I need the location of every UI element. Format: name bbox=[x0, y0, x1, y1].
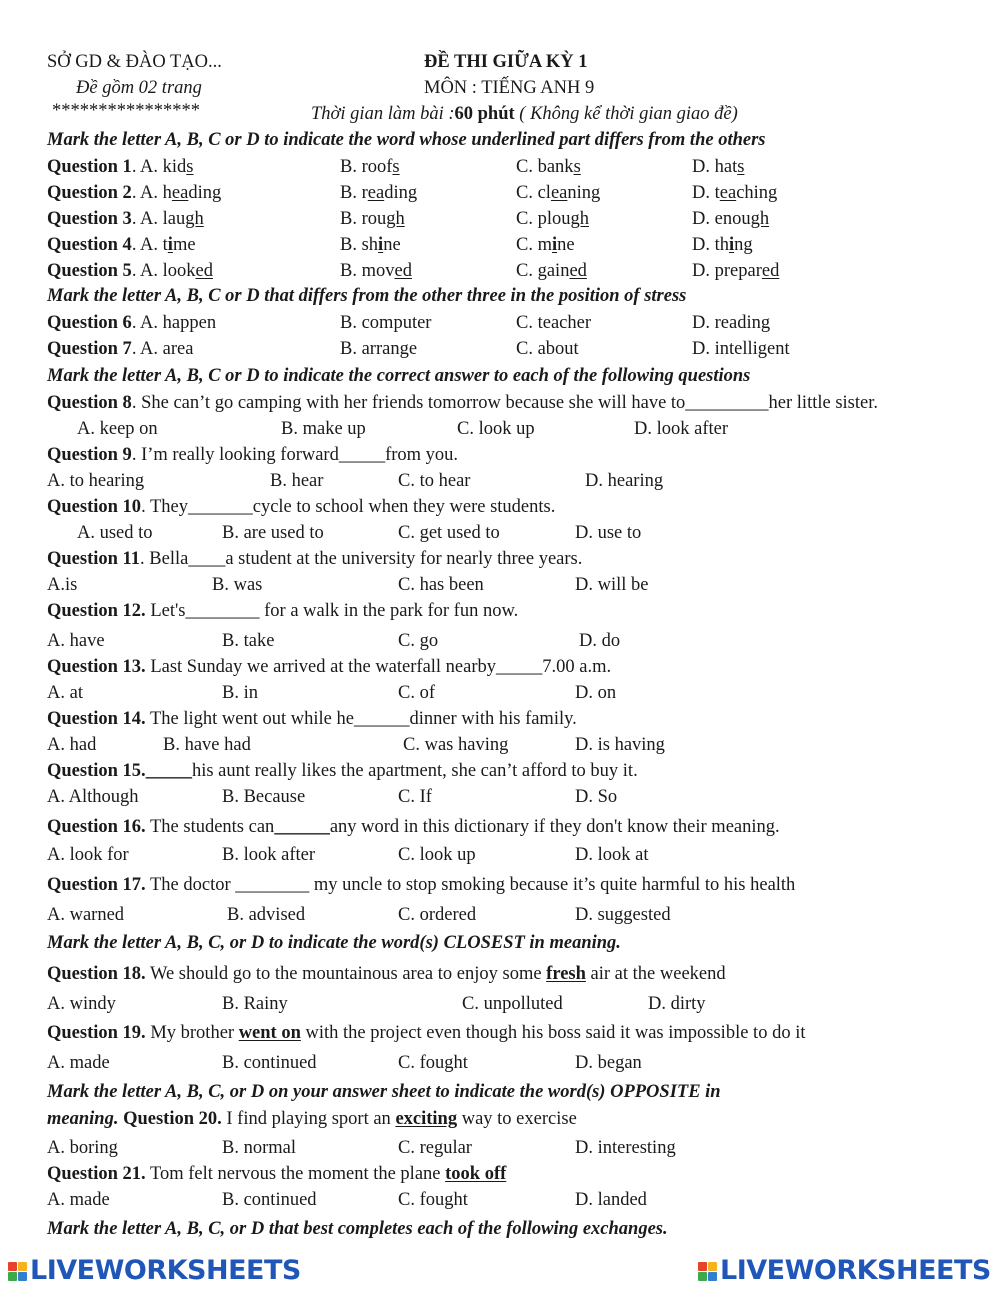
question-19-options: A. made B. continued C. fought D. began bbox=[47, 1053, 642, 1073]
question-8-options: A. keep on B. make up C. look up D. look after bbox=[77, 419, 729, 439]
question-10-stem: Question 10. They_______cycle to school when they were students. bbox=[47, 497, 556, 517]
question-17-options: A. warned B. advised C. ordered D. suggested bbox=[47, 905, 671, 925]
question-15-options: A. Although B. Because C. If D. So bbox=[47, 787, 618, 807]
brand-text: LIVEWORKSHEETS bbox=[720, 1255, 991, 1286]
question-13-options: A. at B. in C. of D. on bbox=[47, 683, 617, 703]
question-11-stem: Question 11. Bella____a student at the university for nearly three years. bbox=[47, 549, 583, 569]
question-19-stem: Question 19. My brother went on with the project even though his boss said it was impossible to do it bbox=[47, 1023, 806, 1043]
question-1: Question 1. A. kids B. roofs C. banks D. hats bbox=[47, 157, 745, 177]
brand-text: LIVEWORKSHEETS bbox=[30, 1255, 301, 1286]
question-14-stem: Question 14. The light went out while he______dinner with his family. bbox=[47, 709, 577, 729]
logo-tiles-icon bbox=[8, 1262, 27, 1281]
liveworksheets-logo-right[interactable] bbox=[698, 1256, 991, 1286]
section-heading-stress: Mark the letter A, B, C or D that differs from the other three in the position of stress bbox=[47, 286, 687, 306]
logo-tiles-icon bbox=[698, 1262, 717, 1281]
section-heading-synonyms: Mark the letter A, B, C, or D to indicate the word(s) CLOSEST in meaning. bbox=[47, 933, 621, 953]
question-13-stem: Question 13. Last Sunday we arrived at the waterfall nearby_____7.00 a.m. bbox=[47, 657, 612, 677]
question-5: Question 5. A. looked B. moved C. gained D. prepared bbox=[47, 261, 780, 281]
question-16-options: A. look for B. look after C. look up D. look at bbox=[47, 845, 649, 865]
question-7: Question 7. A. area B. arrange C. about D. intelligent bbox=[47, 339, 790, 359]
question-12-options: A. have B. take C. go D. do bbox=[47, 631, 621, 651]
question-8-stem: Question 8. She can’t go camping with her friends tomorrow because she will have to_________her little sister. bbox=[47, 393, 878, 413]
section-heading-grammar: Mark the letter A, B, C or D to indicate the correct answer to each of the following questions bbox=[47, 366, 751, 386]
subject-label: MÔN : TIẾNG ANH 9 bbox=[424, 78, 595, 98]
question-11-options: A.is B. was C. has been D. will be bbox=[47, 575, 649, 595]
question-14-options: A. had B. have had C. was having D. is having bbox=[47, 735, 665, 755]
question-18-stem: Question 18. We should go to the mountainous area to enjoy some fresh air at the weekend bbox=[47, 964, 726, 984]
question-9-options: A. to hearing B. hear C. to hear D. hearing bbox=[47, 471, 664, 491]
footer bbox=[0, 1256, 1000, 1290]
question-9-stem: Question 9. I’m really looking forward_____from you. bbox=[47, 445, 459, 465]
question-17-stem: Question 17. The doctor ________ my uncle to stop smoking because it’s quite harmful to his health bbox=[47, 875, 796, 895]
question-18-options: A. windy B. Rainy C. unpolluted D. dirty bbox=[47, 994, 706, 1014]
time-line: Thời gian làm bài :60 phút ( Không kể thời gian giao đề) bbox=[311, 104, 738, 124]
question-3: Question 3. A. laugh B. rough C. plough D. enough bbox=[47, 209, 770, 229]
stars-divider: **************** bbox=[52, 101, 200, 121]
question-12-stem: Question 12. Let's________ for a walk in the park for fun now. bbox=[47, 601, 519, 621]
question-15-stem: Question 15._____his aunt really likes the apartment, she can’t afford to buy it. bbox=[47, 761, 638, 781]
question-21-stem: Question 21. Tom felt nervous the moment the plane took off bbox=[47, 1164, 507, 1184]
section-heading-antonyms: Mark the letter A, B, C, or D on your answer sheet to indicate the word(s) OPPOSITE in bbox=[47, 1082, 721, 1102]
exam-title: ĐỀ THI GIỮA KỲ 1 bbox=[424, 52, 588, 72]
question-2: Question 2. A. heading B. reading C. cleaning D. teaching bbox=[47, 183, 778, 203]
question-4: Question 4. A. time B. shine C. mine D. thing bbox=[47, 235, 753, 255]
question-10-options: A. used to B. are used to C. get used to D. use to bbox=[77, 523, 642, 543]
department-label: SỞ GD & ĐÀO TẠO... bbox=[47, 52, 222, 72]
section-heading-exchanges: Mark the letter A, B, C, or D that best completes each of the following exchanges. bbox=[47, 1219, 668, 1239]
liveworksheets-logo-left[interactable] bbox=[8, 1256, 301, 1286]
question-16-stem: Question 16. The students can______any word in this dictionary if they don't know their meaning. bbox=[47, 817, 780, 837]
section-heading-pronunciation: Mark the letter A, B, C or D to indicate the word whose underlined part differs from the others bbox=[47, 130, 766, 150]
question-20-stem: meaning. Question 20. I find playing sport an exciting way to exercise bbox=[47, 1109, 577, 1129]
question-6: Question 6. A. happen B. computer C. teacher D. reading bbox=[47, 313, 771, 333]
question-21-options: A. made B. continued C. fought D. landed bbox=[47, 1190, 647, 1210]
page-count: Đề gồm 02 trang bbox=[76, 78, 202, 98]
question-20-options: A. boring B. normal C. regular D. interesting bbox=[47, 1138, 676, 1158]
